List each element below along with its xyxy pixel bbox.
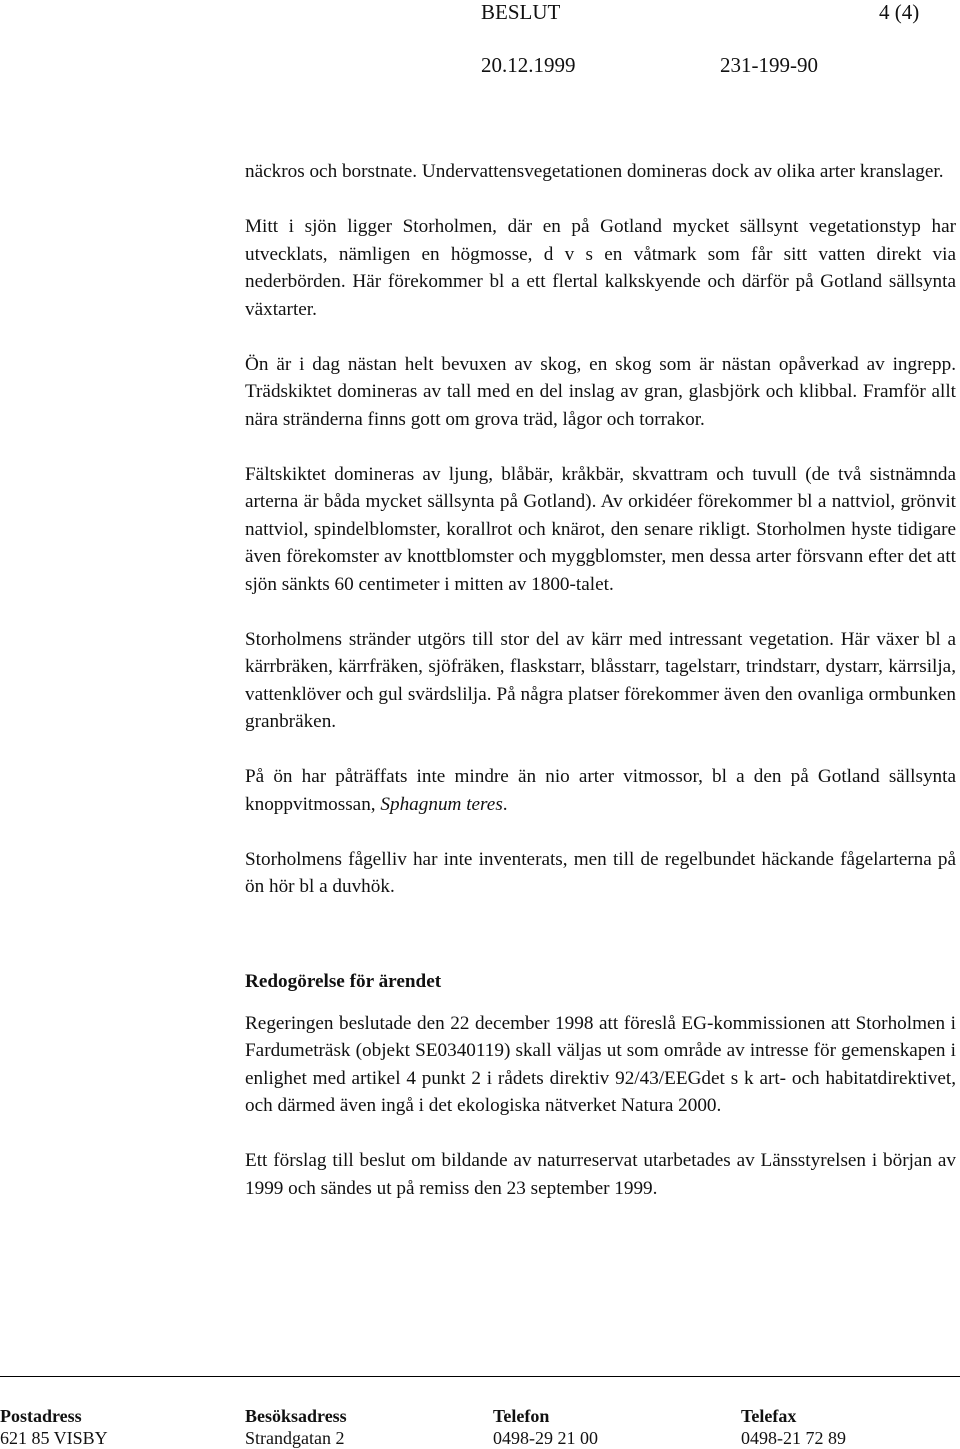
document-date: 20.12.1999	[481, 53, 576, 77]
species-name-italic: Sphagnum teres	[380, 793, 503, 815]
paragraph: Ett förslag till beslut om bildande av naturreservat utarbetades av Länsstyrelsen i början av 1999 och sändes ut på remiss den 23 september 1999.	[245, 1150, 956, 1199]
footer-label: Postadress	[0, 1406, 82, 1426]
section-heading: Redogörelse för ärendet	[245, 971, 442, 992]
footer-fax	[741, 1405, 846, 1449]
paragraph: Fältskiktet domineras av ljung, blåbär, kråkbär, skvattram och tuvull (de två sistnämnda arterna är båda mycket sällsynta på Gotland). Av orkidéer förekommer bl a nattviol, grönvit nattviol, spindelblomster, korallrot och knärot, den senare rikligt. Storholmen hyste tidigare även förekomster av knottblomster och myggblomster, men dessa arter försvann efter det att sjön sänkts 60 centimeter i mitten av 1800-talet.	[245, 463, 956, 595]
page-number: 4 (4)	[879, 0, 920, 24]
reference-number: 231-199-90	[720, 53, 818, 77]
footer-divider	[0, 1376, 960, 1377]
footer-postal-address	[0, 1405, 108, 1449]
paragraph-text: På ön har påträffats inte mindre än nio arter vitmossor, bl a den på Gotland sällsynta knoppvitmossan,	[245, 766, 956, 815]
paragraph: Mitt i sjön ligger Storholmen, där en på Gotland mycket sällsynt vegetationstyp har utvecklats, nämligen en högmosse, d v s en våtmark som får sitt vatten direkt via nederbörden. Här förekommer bl a ett flertal kalkskyende och därför på Gotland sällsynta växtarter.	[245, 216, 956, 320]
paragraph-text: .	[502, 793, 508, 815]
section-spacer	[245, 928, 956, 968]
paragraph: Storholmens stränder utgörs till stor del av kärr med intressant vegetation. Här växer bl a kärrbräken, kärrfräken, sjöfräken, flaskstarr, blåsstarr, tagelstarr, trindstarr, dystarr, kärrsilja, vattenklöver och gul svärdslilja. På några platser förekommer även den ovanliga ormbunken granbräken.	[245, 628, 956, 732]
footer-label: Telefon	[493, 1406, 550, 1426]
paragraph	[245, 763, 956, 818]
paragraph: Ön är i dag nästan helt bevuxen av skog, en skog som är nästan opåverkad av ingrepp. Trädskiktet domineras av tall med en del inslag av gran, glasbjörk och klibbal. Framför allt nära stränderna finns gott om grova träd, lågor och torrakor.	[245, 353, 956, 430]
footer-value: 0498-29 21 00	[493, 1428, 598, 1448]
paragraph: Regeringen beslutade den 22 december 1998 att föreslå EG-kommissionen att Storholmen i Fardumeträsk (objekt SE0340119) skall väljas ut som område av intresse för gemenskapen i enlighet med artikel 4 punkt 2 i rådets direktiv 92/43/EEGdet s k art- och habitatdirektivet, och därmed även ingå i det ekologiska nätverket Natura 2000.	[245, 1012, 956, 1116]
document-body	[245, 158, 956, 1230]
paragraph: näckros och borstnate. Undervattensvegetationen domineras dock av olika arter kranslager.	[245, 161, 944, 182]
footer-visiting-address	[245, 1405, 347, 1449]
document-type-title: BESLUT	[481, 0, 561, 24]
footer-value: 621 85 VISBY	[0, 1428, 108, 1448]
heading-spacer	[245, 996, 956, 1010]
paragraph: Storholmens fågelliv har inte inventerats, men till de regelbundet häckande fågelarterna på ön hör bl a duvhök.	[245, 848, 956, 897]
footer-phone	[493, 1405, 598, 1449]
footer-value: 0498-21 72 89	[741, 1428, 846, 1448]
footer-label: Besöksadress	[245, 1406, 347, 1426]
footer-label: Telefax	[741, 1406, 797, 1426]
footer-value: Strandgatan 2	[245, 1428, 345, 1448]
